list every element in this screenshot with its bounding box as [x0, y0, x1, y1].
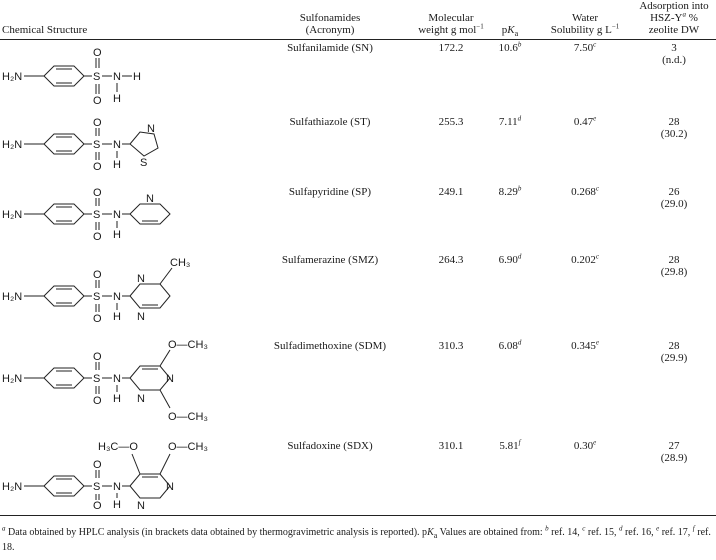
table-row: [0, 430, 716, 510]
row-adsorption: [626, 186, 716, 210]
ads-hplc: 28: [668, 254, 680, 266]
footnote-mark-e: e: [656, 524, 660, 533]
header-pka-k: K: [507, 24, 515, 36]
ws-value: 0.268: [571, 186, 596, 198]
svg-text:O: O: [93, 47, 102, 59]
row-adsorption: [626, 116, 716, 140]
table-row: [0, 180, 716, 246]
header-ads-line2-end: %: [685, 12, 698, 24]
row-mw: 264.3: [438, 254, 464, 266]
footnote-text-b: ref. 14,: [548, 527, 583, 538]
svg-text:S: S: [93, 209, 101, 221]
svg-text:N: N: [146, 193, 154, 205]
row-solubility: [530, 254, 640, 266]
row-pka: [490, 440, 530, 452]
row-adsorption: [626, 340, 716, 364]
ws-value: 0.47: [573, 116, 594, 128]
structure-sulfadoxine: [0, 430, 260, 510]
svg-text:H₂N: H₂N: [2, 481, 23, 493]
ads-hplc: 28: [668, 340, 680, 352]
footnote-mark-b: b: [545, 524, 549, 533]
pka-ref: d: [517, 252, 522, 261]
pka-value: 6.90: [498, 254, 518, 266]
ws-value: 0.202: [571, 254, 596, 266]
ws-value: 0.30: [573, 440, 594, 452]
ads-hplc: 26: [668, 186, 680, 198]
ads-tg: (30.2): [660, 128, 688, 140]
row-solubility: [530, 42, 640, 54]
ws-value: 0.345: [571, 340, 596, 352]
row-pka: [490, 340, 530, 352]
footnote-mark-f: f: [692, 524, 695, 533]
svg-text:N: N: [113, 71, 121, 83]
ws-ref: e: [593, 114, 597, 123]
header-ws-line2: Solubility g L: [550, 24, 612, 36]
structure-sulfadimethoxine: [0, 330, 260, 426]
row-mw: 255.3: [438, 116, 464, 128]
svg-text:O: O: [93, 269, 102, 281]
footnote-mark-c: c: [582, 524, 586, 533]
svg-text:H: H: [113, 93, 121, 105]
svg-text:O—CH₃: O—CH₃: [168, 411, 208, 423]
header-ads-line2: HSZ-Y: [650, 12, 683, 24]
svg-text:H: H: [113, 311, 121, 323]
svg-text:O—CH₃: O—CH₃: [168, 339, 208, 351]
row-name: Sulfapyridine (SP): [288, 186, 372, 198]
header-mw-sup: −1: [476, 22, 484, 31]
svg-text:N: N: [137, 500, 145, 510]
svg-text:H₂N: H₂N: [2, 291, 23, 303]
footnote-mid: Values are obtained from:: [437, 527, 546, 538]
ws-ref: c: [595, 252, 599, 261]
ads-tg: (29.8): [660, 266, 688, 278]
ws-ref: c: [595, 184, 599, 193]
ads-tg: (29.0): [660, 198, 688, 210]
pka-ref: d: [517, 114, 522, 123]
row-name: Sulfathiazole (ST): [289, 116, 371, 128]
header-structure: Chemical Structure: [2, 24, 88, 36]
header-ws-sup: −1: [611, 22, 620, 31]
footnote-text-a: Data obtained by HPLC analysis (in brackets data obtained by thermogravimetric analysis is reported). p: [5, 527, 428, 538]
footnote-k: K: [427, 527, 434, 538]
svg-text:S: S: [93, 139, 101, 151]
footnote-text-c: ref. 15,: [585, 527, 619, 538]
svg-text:N: N: [147, 123, 155, 135]
svg-text:S: S: [93, 71, 101, 83]
ws-ref: e: [593, 438, 597, 447]
ads-tg: (29.9): [660, 352, 688, 364]
svg-text:H: H: [113, 159, 121, 171]
svg-text:CH₃: CH₃: [170, 257, 191, 269]
row-mw: 172.2: [438, 42, 464, 54]
row-solubility: [530, 186, 640, 198]
table-row: [0, 248, 716, 326]
ws-value: 7.50: [573, 42, 594, 54]
footnote: [2, 524, 714, 554]
svg-text:N: N: [113, 209, 121, 221]
header-mw: [404, 12, 498, 36]
header-ws-line1: Water: [572, 12, 598, 24]
table-row: [0, 330, 716, 426]
svg-text:H: H: [133, 71, 141, 83]
header-solubility: [530, 12, 640, 36]
svg-text:H₂N: H₂N: [2, 71, 23, 83]
header-ads-sup: a: [682, 10, 686, 19]
structure-sulfanilamide: [0, 40, 260, 108]
svg-text:N: N: [166, 373, 174, 385]
footnote-text-f: ref. 18.: [2, 527, 711, 553]
ws-ref: e: [595, 338, 599, 347]
ads-tg: (28.9): [660, 452, 688, 464]
header-name-line2: (Acronym): [305, 24, 355, 36]
header-pka-sub: a: [514, 29, 519, 39]
svg-text:N: N: [113, 373, 121, 385]
row-solubility: [530, 340, 640, 352]
pka-value: 10.6: [498, 42, 518, 54]
header-mw-line1: Molecular: [428, 12, 474, 24]
svg-text:O: O: [93, 395, 102, 407]
svg-text:N: N: [113, 291, 121, 303]
pka-value: 6.08: [498, 340, 518, 352]
row-name: Sulfadoxine (SDX): [287, 440, 373, 452]
footnote-sub: a: [433, 531, 438, 540]
svg-text:O: O: [93, 161, 102, 173]
row-mw: 310.3: [438, 340, 464, 352]
svg-text:O: O: [93, 351, 102, 363]
svg-text:O: O: [93, 500, 102, 510]
row-solubility: [530, 116, 640, 128]
row-mw: 249.1: [438, 186, 464, 198]
svg-text:O—CH₃: O—CH₃: [168, 441, 208, 453]
svg-text:O: O: [93, 117, 102, 129]
ads-hplc: 3: [671, 42, 677, 54]
svg-text:H: H: [113, 393, 121, 405]
table-header: [0, 0, 716, 38]
svg-text:O: O: [93, 231, 102, 243]
header-pka: [490, 24, 530, 40]
pka-value: 8.29: [498, 186, 518, 198]
footnote-text-d: ref. 16,: [622, 527, 657, 538]
header-pka-p: p: [501, 24, 508, 36]
pka-ref: b: [517, 184, 522, 193]
svg-text:N: N: [113, 481, 121, 493]
svg-text:H: H: [113, 499, 121, 510]
row-adsorption: [626, 254, 716, 278]
svg-text:S: S: [93, 373, 101, 385]
row-pka: [490, 42, 530, 54]
pka-value: 5.81: [499, 440, 519, 452]
structure-sulfapyridine: [0, 180, 260, 246]
header-adsorption: [626, 0, 716, 36]
svg-text:O: O: [93, 313, 102, 325]
row-solubility: [530, 440, 640, 452]
header-name-line1: Sulfonamides: [299, 12, 361, 24]
row-adsorption: [626, 42, 716, 66]
table-row: [0, 110, 716, 178]
header-mw-line2: weight g mol: [418, 24, 477, 36]
svg-text:S: S: [93, 291, 101, 303]
svg-text:N: N: [166, 481, 174, 493]
header-name: [270, 12, 390, 36]
row-name: Sulfamerazine (SMZ): [281, 254, 379, 266]
structure-sulfathiazole: [0, 110, 260, 178]
structure-sulfamerazine: [0, 248, 260, 326]
svg-text:N: N: [137, 273, 145, 285]
footnote-text-e: ref. 17,: [659, 527, 693, 538]
header-ads-line1: Adsorption into: [639, 0, 709, 12]
row-name: Sulfadimethoxine (SDM): [273, 340, 387, 352]
ads-hplc: 27: [668, 440, 680, 452]
row-pka: [490, 116, 530, 128]
header-ads-line3: zeolite DW: [648, 24, 700, 36]
svg-text:N: N: [137, 311, 145, 323]
footnote-mark-a: a: [2, 524, 6, 533]
table-row: [0, 40, 716, 108]
svg-text:H₂N: H₂N: [2, 139, 23, 151]
ads-tg: (n.d.): [662, 54, 686, 66]
ws-ref: c: [593, 40, 597, 49]
row-adsorption: [626, 440, 716, 464]
svg-text:O: O: [93, 95, 102, 107]
svg-text:N: N: [137, 393, 145, 405]
svg-text:N: N: [113, 139, 121, 151]
row-pka: [490, 254, 530, 266]
svg-text:S: S: [93, 481, 101, 493]
ads-hplc: 28: [668, 116, 680, 128]
svg-text:H₃C—O: H₃C—O: [98, 441, 138, 453]
footnote-mark-d: d: [618, 524, 623, 533]
pka-ref: b: [517, 40, 522, 49]
svg-text:O: O: [93, 187, 102, 199]
pka-ref: d: [517, 338, 522, 347]
svg-text:H: H: [113, 229, 121, 241]
row-mw: 310.1: [438, 440, 464, 452]
pka-ref: f: [518, 438, 521, 447]
pka-value: 7.11: [498, 116, 518, 128]
svg-text:H₂N: H₂N: [2, 373, 23, 385]
row-pka: [490, 186, 530, 198]
svg-text:S: S: [140, 157, 148, 169]
row-name: Sulfanilamide (SN): [287, 42, 373, 54]
svg-text:O: O: [93, 459, 102, 471]
svg-text:H₂N: H₂N: [2, 209, 23, 221]
table-bottom-rule: [0, 515, 716, 516]
